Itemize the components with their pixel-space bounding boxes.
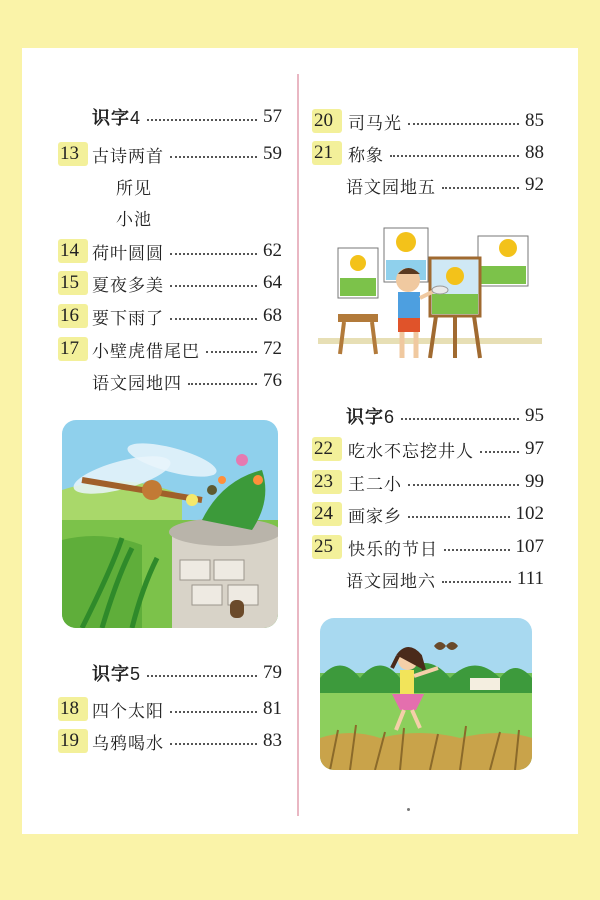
- page-number: 81: [263, 698, 282, 719]
- page-number: 92: [525, 174, 544, 195]
- page-number: 64: [263, 272, 282, 293]
- toc-entry-garden-4[interactable]: [92, 368, 282, 394]
- lesson-title: 王二小: [348, 474, 402, 495]
- dot-leader: [170, 285, 257, 287]
- toc-entry-garden-6[interactable]: [346, 566, 544, 592]
- dot-leader: [442, 581, 511, 583]
- lesson-number: 23: [312, 470, 342, 494]
- lesson-number: 16: [58, 304, 88, 328]
- dot-leader: [170, 156, 257, 158]
- lesson-number: 14: [58, 239, 88, 263]
- page-number: 111: [516, 568, 544, 589]
- page-number: 97: [525, 438, 544, 459]
- lesson-title: 快乐的节日: [348, 539, 438, 560]
- toc-entry-lesson-21[interactable]: [312, 140, 544, 166]
- page-number: 59: [263, 143, 282, 164]
- toc-entry-lesson-14[interactable]: [58, 238, 282, 264]
- lesson-number: 24: [312, 502, 342, 526]
- toc-entry-lesson-15[interactable]: [58, 270, 282, 296]
- page-number: 79: [263, 662, 282, 683]
- unit-title: 识字6: [346, 407, 396, 428]
- lesson-title: 小壁虎借尾巴: [92, 341, 200, 362]
- toc-entry-lesson-19[interactable]: [58, 728, 282, 754]
- dot-leader: [170, 743, 257, 745]
- dot-leader: [480, 451, 519, 453]
- lesson-title: 称象: [348, 145, 384, 166]
- lesson-number: 19: [58, 729, 88, 753]
- toc-entry-lesson-23[interactable]: [312, 469, 544, 495]
- lesson-number: 21: [312, 141, 342, 165]
- lesson-title: 四个太阳: [92, 701, 164, 722]
- lesson-title: 司马光: [348, 113, 402, 134]
- page-number: 95: [525, 405, 544, 426]
- toc-entry-lesson-18[interactable]: [58, 696, 282, 722]
- page-number: 107: [515, 536, 544, 557]
- dot-leader: [390, 155, 519, 157]
- page-number: 88: [525, 142, 544, 163]
- lesson-number: 13: [58, 142, 88, 166]
- toc-entry-lesson-16[interactable]: [58, 303, 282, 329]
- dot-leader: [408, 484, 519, 486]
- lesson-number: 15: [58, 271, 88, 295]
- dot-leader: [170, 711, 257, 713]
- toc-entry-unit-5[interactable]: [92, 660, 282, 686]
- lesson-title: 要下雨了: [92, 308, 164, 329]
- lesson-number: 22: [312, 437, 342, 461]
- lesson-title: 吃水不忘挖井人: [348, 441, 474, 462]
- dot-leader: [408, 123, 519, 125]
- toc-entry-unit-4[interactable]: [92, 104, 282, 130]
- lesson-title: 夏夜多美: [92, 275, 164, 296]
- toc-subentry[interactable]: [116, 173, 152, 199]
- garden-title: 语文园地四: [92, 373, 182, 394]
- boy-painting-illustration: [318, 218, 542, 378]
- dot-leader: [147, 675, 257, 677]
- unit-title: 识字4: [92, 108, 142, 129]
- lesson-number: 17: [58, 337, 88, 361]
- page-number: 68: [263, 305, 282, 326]
- dot-leader: [401, 418, 519, 420]
- dot-leader: [188, 383, 257, 385]
- lesson-number: 18: [58, 697, 88, 721]
- lesson-title: 画家乡: [348, 506, 402, 527]
- decorative-dot: [407, 808, 410, 811]
- dot-leader: [170, 253, 257, 255]
- lesson-number: 25: [312, 535, 342, 559]
- toc-entry-unit-6[interactable]: [346, 403, 544, 429]
- page-number: 62: [263, 240, 282, 261]
- lesson-title: 乌鸦喝水: [92, 733, 164, 754]
- garden-title: 语文园地六: [346, 571, 436, 592]
- page-number: 76: [263, 370, 282, 391]
- page-number: 57: [263, 106, 282, 127]
- page-number: 102: [515, 503, 544, 524]
- page-number: 99: [525, 471, 544, 492]
- poem-title: 所见: [116, 178, 152, 199]
- garden-title: 语文园地五: [346, 177, 436, 198]
- girl-chasing-butterfly-illustration: [320, 618, 532, 770]
- dot-leader: [206, 351, 257, 353]
- toc-entry-lesson-24[interactable]: [312, 501, 544, 527]
- toc-entry-lesson-20[interactable]: [312, 108, 544, 134]
- dragonfly-well-illustration: [62, 420, 278, 628]
- dot-leader: [408, 516, 510, 518]
- toc-entry-lesson-13[interactable]: [58, 141, 282, 167]
- column-divider: [297, 74, 299, 816]
- toc-subentry[interactable]: [116, 204, 152, 230]
- toc-entry-lesson-17[interactable]: [58, 336, 282, 362]
- dot-leader: [444, 549, 510, 551]
- page-number: 85: [525, 110, 544, 131]
- unit-title: 识字5: [92, 664, 142, 685]
- toc-entry-garden-5[interactable]: [346, 172, 544, 198]
- lesson-title: 古诗两首: [92, 146, 164, 167]
- dot-leader: [170, 318, 257, 320]
- toc-entry-lesson-22[interactable]: [312, 436, 544, 462]
- dot-leader: [442, 187, 519, 189]
- poem-title: 小池: [116, 209, 152, 230]
- page-number: 72: [263, 338, 282, 359]
- toc-entry-lesson-25[interactable]: [312, 534, 544, 560]
- lesson-number: 20: [312, 109, 342, 133]
- dot-leader: [147, 119, 257, 121]
- lesson-title: 荷叶圆圆: [92, 243, 164, 264]
- page-number: 83: [263, 730, 282, 751]
